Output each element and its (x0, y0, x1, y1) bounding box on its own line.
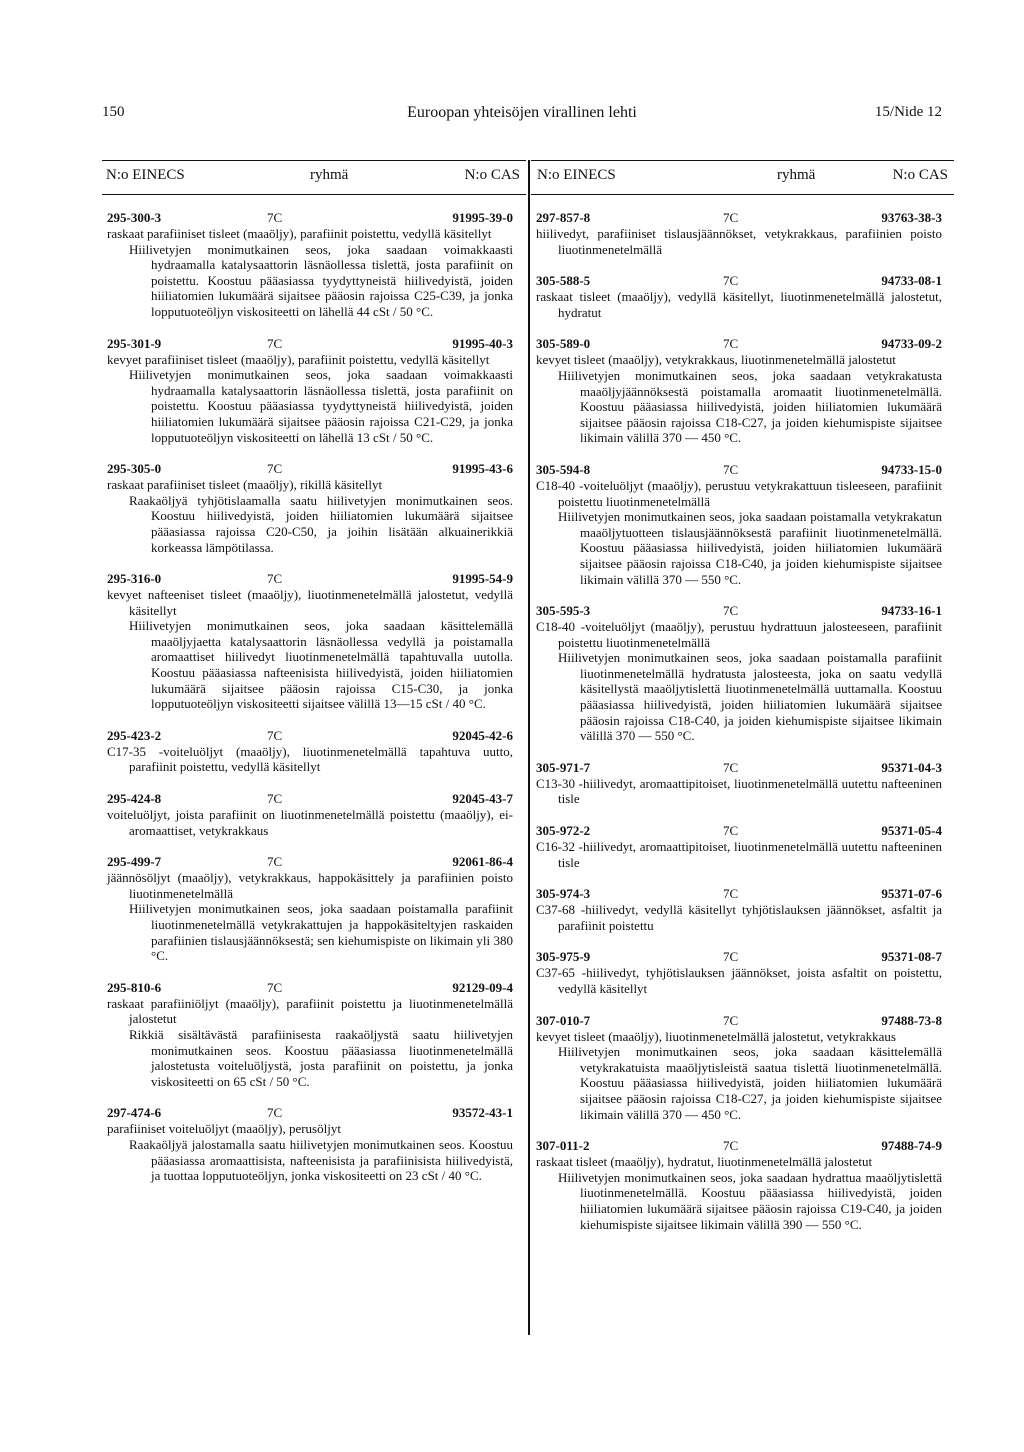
einecs-number: 295-316-0 (107, 571, 162, 587)
einecs-number: 305-974-3 (536, 886, 591, 902)
einecs-number: 295-423-2 (107, 727, 162, 743)
substance-description: Hiilivetyjen monimutkainen seos, joka saadaan poistamalla parafiinit liuotinmenetelmällä hydratusta jalosteesta, joka on saatu vedyllä käsitellystä maaöljytislettä liuotinmenetelmällä uuttamalla. Koostuu pääasiassa hiilivedyistä, joiden hiiliatomien lukumäärä sijaitsee pääosin rajoissa C18-C40, ja joiden kiehumispiste sijaitsee likimain välillä 370 — 550 °C. (558, 650, 942, 744)
substance-entry (536, 1013, 942, 1123)
substance-name: C18-40 -voiteluöljyt (maaöljy), perustuu vetykrakattuun tisleeseen, parafiinit poistettu liuotinmenetelmällä (536, 477, 942, 509)
cas-number: 92061-86-4 (452, 854, 513, 870)
substance-entry (536, 886, 942, 933)
cas-number: 94733-15-0 (881, 461, 942, 477)
substance-name: kevyet parafiiniset tisleet (maaöljy), parafiinit poistettu, vedyllä käsitellyt (107, 351, 490, 367)
entry-header (536, 886, 942, 902)
cas-number: 95371-04-3 (881, 759, 942, 775)
einecs-number: 307-010-7 (536, 1012, 591, 1028)
substance-description: Hiilivetyjen monimutkainen seos, joka saadaan voimakkaasti hydraamalla katalysaattorin läsnäollessa tislettä, josta parafiinit on poistettu. Koostuu pääasiassa tyydyttyneistä hiilivedyistä, joiden hiiliatomien lukumäärä sijaitsee pääosin rajoissa C21-C29, ja jonka lopputuoteöljyn viskositeetti on lähellä 13 cSt / 50 °C. (129, 367, 513, 445)
substance-entry (536, 273, 942, 320)
left-column (107, 210, 513, 1200)
group-code: 7C (723, 823, 739, 839)
group-code: 7C (723, 1138, 739, 1154)
group-code: 7C (267, 727, 283, 743)
page-header (102, 104, 942, 124)
substance-name: raskaat tisleet (maaöljy), vedyllä käsitellyt, liuotinmenetelmällä jalostetut, hydratut (536, 289, 942, 320)
entry-header (536, 823, 942, 839)
entry-header (107, 210, 513, 226)
group-heading: ryhmä (310, 167, 349, 183)
substance-description: Hiilivetyjen monimutkainen seos, joka saadaan voimakkaasti hydraamalla katalysaattorin läsnäollessa tislettä, josta parafiinit on poistettu. Koostuu pääasiassa tyydyttyneistä hiilivedyistä, joiden hiiliatomien lukumäärä sijaitsee pääosin rajoissa C25-C39, ja jonka lopputuoteöljyn viskositeetti on lähellä 44 cSt / 50 °C. (129, 241, 513, 319)
substance-name: C16-32 -hiilivedyt, aromaattipitoiset, liuotinmenetelmällä uutettu nafteeninen tisle (536, 839, 942, 870)
einecs-number: 295-300-3 (107, 210, 162, 225)
group-code: 7C (723, 603, 739, 619)
substance-name: jäännösöljyt (maaöljy), vetykrakkaus, happokäsittely ja parafiinien poisto liuotinmenetelmällä (107, 870, 513, 901)
group-code: 7C (723, 886, 739, 902)
entry-header (107, 854, 513, 870)
substance-name: raskaat tisleet (maaöljy), hydratut, liuotinmenetelmällä jalostetut (536, 1154, 873, 1170)
group-code: 7C (267, 854, 283, 870)
entry-header (107, 728, 513, 744)
substance-name: raskaat parafiiniöljyt (maaöljy), parafiinit poistettu ja liuotinmenetelmällä jalostetut (107, 995, 513, 1027)
cas-number: 91995-39-0 (452, 210, 513, 225)
group-code: 7C (723, 1012, 739, 1028)
column-divider (528, 160, 530, 1335)
substance-entry (107, 210, 513, 320)
entry-header (536, 462, 942, 478)
group-code: 7C (723, 461, 739, 477)
substance-entry (107, 1105, 513, 1183)
einecs-number: 295-499-7 (107, 854, 162, 870)
cas-number: 91995-40-3 (452, 335, 513, 351)
substance-name: C17-35 -voiteluöljyt (maaöljy), liuotinmenetelmällä tapahtuva uutto, parafiinit poistettu, vedyllä käsitellyt (107, 743, 513, 775)
group-code: 7C (723, 273, 739, 289)
substance-entry (107, 791, 513, 838)
entry-header (536, 273, 942, 289)
substance-entry (107, 336, 513, 446)
entry-header (536, 949, 942, 965)
group-code: 7C (267, 979, 283, 995)
cas-number: 92045-43-7 (452, 791, 513, 807)
entry-header (536, 603, 942, 619)
entry-header (107, 1105, 513, 1121)
substance-entry (536, 210, 942, 257)
substance-name: raskaat parafiiniset tisleet (maaöljy), rikillä käsitellyt (107, 477, 383, 493)
entry-header (107, 980, 513, 996)
group-code: 7C (723, 336, 739, 352)
einecs-number: 305-589-0 (536, 336, 591, 352)
cas-number: 95371-07-6 (881, 886, 942, 902)
substance-name: C18-40 -voiteluöljyt (maaöljy), perustuu hydrattuun jalosteeseen, parafiinit poistettu liuotinmenetelmällä (536, 619, 942, 650)
substance-entry (536, 1138, 942, 1232)
einecs-number: 305-595-3 (536, 603, 591, 619)
group-code: 7C (267, 1105, 283, 1121)
substance-entry (107, 854, 513, 964)
substance-description: Hiilivetyjen monimutkainen seos, joka saadaan poistamalla parafiinit liuotinmenetelmällä vetykrakattujen ja happokäsiteltyjen raskaiden parafiinien tislausjäännöksestä; sen kiehumispiste on likimain yli 380 °C. (129, 901, 513, 964)
page-number: 150 (102, 104, 125, 120)
einecs-number: 305-594-8 (536, 461, 591, 477)
substance-name: parafiiniset voiteluöljyt (maaöljy), perusöljyt (107, 1121, 341, 1137)
cas-number: 97488-73-8 (881, 1012, 942, 1028)
substance-entry (536, 760, 942, 807)
substance-description: Raakaöljyä tyhjötislaamalla saatu hiilivetyjen monimutkainen seos. Koostuu hiilivedyistä, joiden hiiliatomien lukumäärä sijaitsee pääasiassa rajoissa C20-C50, ja joihin lisätään alkuainerikkiä korkeassa lämpötilassa. (129, 492, 513, 555)
substance-name: voiteluöljyt, joista parafiinit on liuotinmenetelmällä poistettu (maaöljy), ei-aromaattiset, vetykrakkaus (107, 807, 513, 838)
entry-header (536, 336, 942, 352)
journal-title: Euroopan yhteisöjen virallinen lehti (407, 104, 637, 121)
group-code: 7C (723, 949, 739, 965)
substance-name: C37-68 -hiilivedyt, vedyllä käsitellyt tyhjötislauksen jäännökset, asfaltit ja parafiinit poistettu (536, 902, 942, 933)
entry-header (536, 1138, 942, 1154)
einecs-number: 307-011-2 (536, 1138, 590, 1154)
volume-number: 15/Nide 12 (874, 104, 942, 120)
group-code: 7C (267, 791, 283, 807)
substance-name: kevyet tisleet (maaöljy), liuotinmenetelmällä jalostetut, vetykrakkaus (536, 1028, 896, 1044)
cas-number: 94733-16-1 (881, 603, 942, 619)
cas-number: 95371-05-4 (881, 823, 942, 839)
substance-description: Hiilivetyjen monimutkainen seos, joka saadaan hydrattua maaöljytislettä liuotinmenetelmällä. Koostuu pääasiassa hiilivedyistä, joiden hiiliatomien lukumäärä sijaitsee pääosin rajoissa C19-C40, ja joiden kiehumispiste sijaitsee likimain välillä 390 — 550 °C. (558, 1169, 942, 1232)
entry-header (107, 791, 513, 807)
substance-entry (536, 949, 942, 996)
cas-number: 91995-54-9 (452, 571, 513, 587)
group-code: 7C (723, 210, 739, 225)
cas-number: 92045-42-6 (452, 727, 513, 743)
group-code: 7C (723, 759, 739, 775)
substance-name: C13-30 -hiilivedyt, aromaattipitoiset, liuotinmenetelmällä uutettu nafteeninen tisle (536, 775, 942, 807)
substance-name: C37-65 -hiilivedyt, tyhjötislauksen jäännökset, joista asfaltit on poistettu, vedyllä käsitellyt (536, 965, 942, 996)
cas-number: 91995-43-6 (452, 461, 513, 477)
entry-header (107, 461, 513, 477)
group-heading: ryhmä (777, 167, 816, 183)
group-code: 7C (267, 210, 283, 225)
einecs-number: 295-305-0 (107, 461, 162, 477)
einecs-number: 305-971-7 (536, 759, 591, 775)
cas-number: 93763-38-3 (881, 210, 942, 225)
cas-heading: N:o CAS (464, 167, 520, 183)
substance-entry (107, 980, 513, 1090)
substance-description: Hiilivetyjen monimutkainen seos, joka saadaan poistamalla vetykrakatun maaöljytuotteen tislausjäännöksestä parafiinit liuotinmenetelmällä. Koostuu pääasiassa hiilivedyistä, joiden hiiliatomien lukumäärä sijaitsee pääosin rajoissa C18-C40, ja joiden kiehumispiste sijaitsee likimain välillä 370 — 550 °C. (558, 509, 942, 587)
einecs-number: 305-975-9 (536, 949, 591, 965)
substance-description: Rikkiä sisältävästä parafiinisesta raakaöljystä saatu hiilivetyjen monimutkainen seos. Koostuu pääasiassa liuotinmenetelmällä jalostetusta voiteluöljystä, josta parafiinit on poistettu, ja jonka viskositeetti on 65 cSt / 50 °C. (129, 1026, 513, 1089)
group-code: 7C (267, 461, 283, 477)
substance-entry (107, 461, 513, 555)
einecs-number: 297-857-8 (536, 210, 591, 225)
einecs-number: 295-301-9 (107, 335, 162, 351)
substance-description: Raakaöljyä jalostamalla saatu hiilivetyjen monimutkainen seos. Koostuu pääasiassa aromaattisista, nafteenisista ja parafiinisista hiilivedyistä, ja tuottaa lopputuoteöljyn, jonka viskositeetti on 23 cSt / 40 °C. (129, 1136, 513, 1184)
substance-name: raskaat parafiiniset tisleet (maaöljy), parafiinit poistettu, vedyllä käsitellyt (107, 226, 492, 241)
substance-entry (536, 462, 942, 587)
entry-header (536, 1013, 942, 1029)
cas-number: 93572-43-1 (452, 1105, 513, 1121)
right-column (536, 210, 942, 1248)
einecs-number: 295-810-6 (107, 979, 162, 995)
einecs-heading: N:o EINECS (106, 167, 185, 183)
substance-description: Hiilivetyjen monimutkainen seos, joka saadaan vetykrakatusta maaöljyjäännöksestä poistamalla aromaatit liuotinmenetelmällä. Koostuu pääasiassa hiilivedyistä, joiden hiiliatomien lukumäärä sijaitsee pääosin rajoissa C18-C27, ja joiden kiehumispiste sijaitsee likimain välillä 370 — 450 °C. (558, 367, 942, 446)
entry-header (536, 210, 942, 226)
substance-entry (536, 603, 942, 744)
substance-entry (536, 336, 942, 446)
cas-number: 95371-08-7 (881, 949, 942, 965)
einecs-number: 305-588-5 (536, 273, 591, 289)
cas-heading: N:o CAS (892, 167, 948, 183)
einecs-heading: N:o EINECS (537, 167, 616, 183)
substance-entry (107, 728, 513, 775)
cas-number: 94733-08-1 (881, 273, 942, 289)
cas-number: 97488-74-9 (881, 1138, 942, 1154)
column-header-right (531, 160, 954, 195)
cas-number: 94733-09-2 (881, 336, 942, 352)
column-header-left (102, 160, 526, 195)
substance-name: kevyet nafteeniset tisleet (maaöljy), liuotinmenetelmällä jalostetut, vedyllä käsitellyt (107, 587, 513, 618)
substance-name: hiilivedyt, parafiiniset tislausjäännökset, vetykrakkaus, parafiinien poisto liuotinmenetelmällä (536, 226, 942, 257)
einecs-number: 295-424-8 (107, 791, 162, 807)
substance-entry (536, 823, 942, 870)
entry-header (107, 336, 513, 352)
substance-description: Hiilivetyjen monimutkainen seos, joka saadaan käsittelemällä vetykrakatuista maaöljytisleistä saatua tislettä liuotinmenetelmällä. Koostuu pääasiassa hiilivedyistä, joiden hiiliatomien lukumäärä sijaitsee pääosin rajoissa C18-C27, ja joiden kiehumispiste sijaitsee likimain välillä 370 — 450 °C. (558, 1044, 942, 1122)
substance-name: kevyet tisleet (maaöljy), vetykrakkaus, liuotinmenetelmällä jalostetut (536, 352, 896, 368)
cas-number: 92129-09-4 (452, 979, 513, 995)
einecs-number: 305-972-2 (536, 823, 591, 839)
substance-description: Hiilivetyjen monimutkainen seos, joka saadaan käsittelemällä maaöljyjaetta katalysaattorin läsnäollessa vedyllä ja poistamalla aromaattiset hiilivedyt liuotinmenetelmällä tapahtuvalla uutolla. Koostuu pääasiassa nafteenisista hiilivedyistä, joiden hiiliatomien lukumäärä sijaitsee pääosin rajoissa C15-C30, ja jonka lopputuoteöljyn viskositeetti sijaitsee välillä 13—15 cSt / 40 °C. (129, 618, 513, 712)
einecs-number: 297-474-6 (107, 1105, 162, 1121)
substance-entry (107, 571, 513, 712)
group-code: 7C (267, 571, 283, 587)
entry-header (536, 760, 942, 776)
entry-header (107, 571, 513, 587)
group-code: 7C (267, 335, 283, 351)
